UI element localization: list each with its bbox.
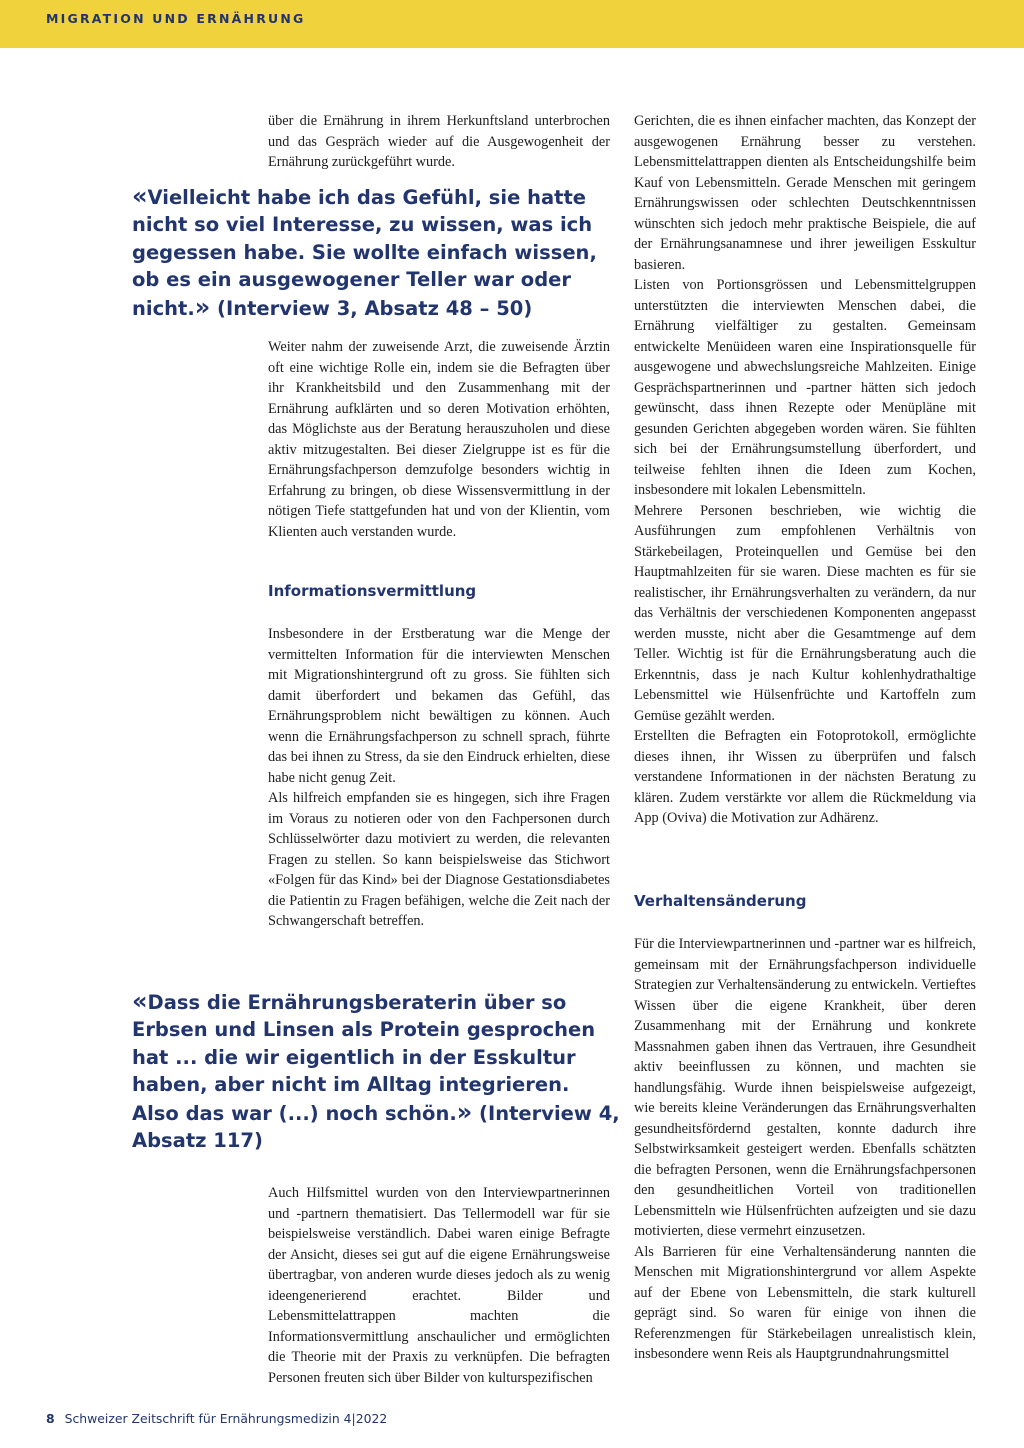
right-column-block-1 xyxy=(634,111,976,829)
close-quote-mark: » xyxy=(456,1097,473,1126)
page-footer xyxy=(46,1411,387,1426)
page-number: 8 xyxy=(46,1411,55,1426)
pull-quote-text: Vielleicht habe ich das Gefühl, sie hatte nicht so viel Interesse, zu wissen, was ich gegessen habe. Sie wollte einfach wissen, ob es ein ausgewogener Teller war oder nicht. xyxy=(132,186,597,320)
subheading-verhaltensaenderung: Verhaltensänderung xyxy=(634,892,807,910)
pull-quote-source: (Interview 3, Absatz 48 – 50) xyxy=(210,296,533,320)
body-paragraph: über die Ernährung in ihrem Herkunftsland unterbrochen und das Gespräch wieder auf die Ausgewogenheit der Ernährung zurückgeführt wurde. xyxy=(268,113,610,170)
body-paragraph: Erstellten die Befragten ein Fotoprotokoll, ermöglichte dieses ihnen, ihr Wissen zu überprüfen und falsch verstandene Informationen in der nächsten Beratung zu klären. Zudem verstärkte vor allem die Rückmeldung via App (Oviva) die Motivation zur Adhärenz. xyxy=(634,728,976,826)
mid-column-block-2 xyxy=(268,337,610,542)
journal-title: Schweizer Zeitschrift für Ernährungsmedizin 4|2022 xyxy=(64,1411,388,1426)
body-paragraph: Insbesondere in der Erstberatung war die Menge der vermittelten Information für die interviewten Menschen mit Migrationshintergrund oft zu gross. Sie fühlten sich damit überfordert und bekamen das Gefühl, das Ernährungsproblem nicht bewältigen zu können. Auch wenn die Ernährungsfachperson zu schnell sprach, führte das bei ihnen zu Stress, da sie den Eindruck erhielten, diese habe nicht genug Zeit. xyxy=(268,626,610,786)
body-paragraph: Als Barrieren für eine Verhaltensänderung nannten die Menschen mit Migrationshintergrund vor allem Aspekte auf der Ebene von Lebensmitteln, die stark kulturell geprägt sind. So waren für einige von ihnen die Referenzmengen für Stärkebeilagen unrealistisch klein, insbesondere wenn Reis als Hauptgrundnahrungsmittel xyxy=(634,1243,976,1362)
body-paragraph: Als hilfreich empfanden sie es hingegen, sich ihre Fragen im Voraus zu notieren oder von den Fachpersonen durch Schlüsselwörter dazu motiviert zu werden, die relevanten Fragen zu stellen. So kann beispielsweise das Stichwort «Folgen für das Kind» bei der Diagnose Gestationsdiabetes die Patientin zu Fragen befähigen, welche die Zeit nach der Schwangerschaft betreffen. xyxy=(268,790,610,929)
body-paragraph: Auch Hilfsmittel wurden von den Interviewpartnerinnen und -partnern thematisiert. Das Tellermodell war für sie beispielsweise verständlich. Dabei waren einige Befragte der Ansicht, dieses sei gut auf die eigene Ernährungsweise übertragbar, von anderen wurde dieses jedoch als zu wenig ideengenerierend erachtet. Bilder und Lebensmittelattrappen machten die Informationsvermittlung anschaulicher und ermöglichten die Theorie mit der Praxis zu verknüpfen. Die befragten Personen freuten sich über Bilder von kulturspezifischen xyxy=(268,1185,610,1386)
subheading-informationsvermittlung: Informationsvermittlung xyxy=(268,582,477,600)
pull-quote-source: (Interview 4, Absatz 117) xyxy=(132,1101,620,1153)
body-paragraph: Gerichten, die es ihnen einfacher machten, das Konzept der ausgewogenen Ernährung besser zu verstehen. Lebensmittelattrappen dienten als Entscheidungshilfe beim Kauf von Lebensmitteln. Gerade Menschen mit geringem Ernährungswissen oder schlechten Deutschkenntnissen wünschten sich jedoch mehr praktische Beispiele, die auf der Ernährungsanamnese und ihrer jeweiligen Esskultur basieren. xyxy=(634,113,976,273)
close-quote-mark: » xyxy=(194,292,211,321)
header-band xyxy=(0,0,1024,48)
mid-column-block-4 xyxy=(268,1183,610,1388)
pull-quote-text: Dass die Ernährungsberaterin über so Erbsen und Linsen als Protein gesprochen hat ... die wir eigentlich in der Esskultur haben, aber nicht im Alltag integrieren. Also das war (...) noch schön. xyxy=(132,991,596,1125)
mid-column-block-3 xyxy=(268,624,610,932)
body-paragraph: Listen von Portionsgrössen und Lebensmittelgruppen unterstützten die interviewten Menschen dabei, die Ernährung vielfältiger zu gestalten. Gemeinsam entwickelte Menüideen waren eine Inspirationsquelle für ausgewogene und abwechslungsreiche Mahlzeiten. Einige Gesprächspartnerinnen und -partner hätten sich jedoch gewünscht, dass ihnen Rezepte oder Menüpläne mit gesunden Gerichten abgegeben worden wären. Sie fühlten sich bei der Ernährungsumstellung überfordert, und teilweise fehlten ihnen die Ideen zum Kochen, insbesondere mit lokalen Lebensmitteln. xyxy=(634,277,976,498)
body-paragraph: Mehrere Personen beschrieben, wie wichtig die Ausführungen zum empfohlenen Verhältnis von Stärkebeilagen, Proteinquellen und Gemüse bei den Hauptmahlzeiten für sie waren. Diese machten es für sie realistischer, ihr Ernährungsverhalten zu verändern, da nur das Verhältnis der verschiedenen Komponenten angepasst werden musste, nicht aber die Gesamtmenge auf dem Teller. Wichtig ist für die Ernährungsberatung auch die Erkenntnis, dass je nach Kultur kohlenhydrathaltige Lebensmittel wie Hülsenfrüchte und Kartoffeln zum Gemüse gezählt werden. xyxy=(634,502,976,724)
right-column-block-2 xyxy=(634,934,976,1365)
body-paragraph: Weiter nahm der zuweisende Arzt, die zuweisende Ärztin oft eine wichtige Rolle ein, indem sie die Befragten über ihr Krankheitsbild und den Zusammenhang mit der Ernährung aufklärten und so deren Motivation erhöhten, das Möglichste aus der Beratung herauszuholen und diese aktiv mitzugestalten. Bei dieser Zielgruppe ist es für die Ernährungsfachperson demzufolge besonders wichtig in Erfahrung zu bringen, ob diese Wissensvermittlung in der nötigen Tiefe stattgefunden hat und von der Klientin, vom Klienten auch verstanden wurde. xyxy=(268,339,610,540)
open-quote-mark: « xyxy=(132,987,148,1015)
body-paragraph: Für die Interviewpartnerinnen und -partner war es hilfreich, gemeinsam mit der Ernährungsfachperson individuelle Strategien zur Verhaltensänderung zu entwickeln. Vertieftes Wissen über die eigene Krankheit, über deren Zusammenhang mit der Ernährung und konkrete Massnahmen gaben ihnen das Vertrauen, ihre Gesundheit aktiv beeinflussen zu können, und machten sie handlungsfähig. Wurde ihnen beispielsweise aufgezeigt, wie bereits kleine Veränderungen das Ernährungsverhalten gesundheitsfördernd gestalten, konnte dadurch ihre Selbstwirksamkeit gesteigert werden. Ebenfalls schätzten die befragten Personen, wenn die Ernährungsfachpersonen den gesundheitlichen Vorteil von traditionellen Lebensmitteln wie Hülsenfrüchten aufzeigten und sie dazu motivierten, diese vermehrt einzusetzen. xyxy=(634,936,976,1239)
mid-column-block-1 xyxy=(268,111,610,173)
pull-quote-1 xyxy=(132,183,597,322)
pull-quote-2 xyxy=(132,988,620,1154)
open-quote-mark: « xyxy=(132,182,148,210)
section-title: MIGRATION UND ERNÄHRUNG xyxy=(46,11,306,26)
